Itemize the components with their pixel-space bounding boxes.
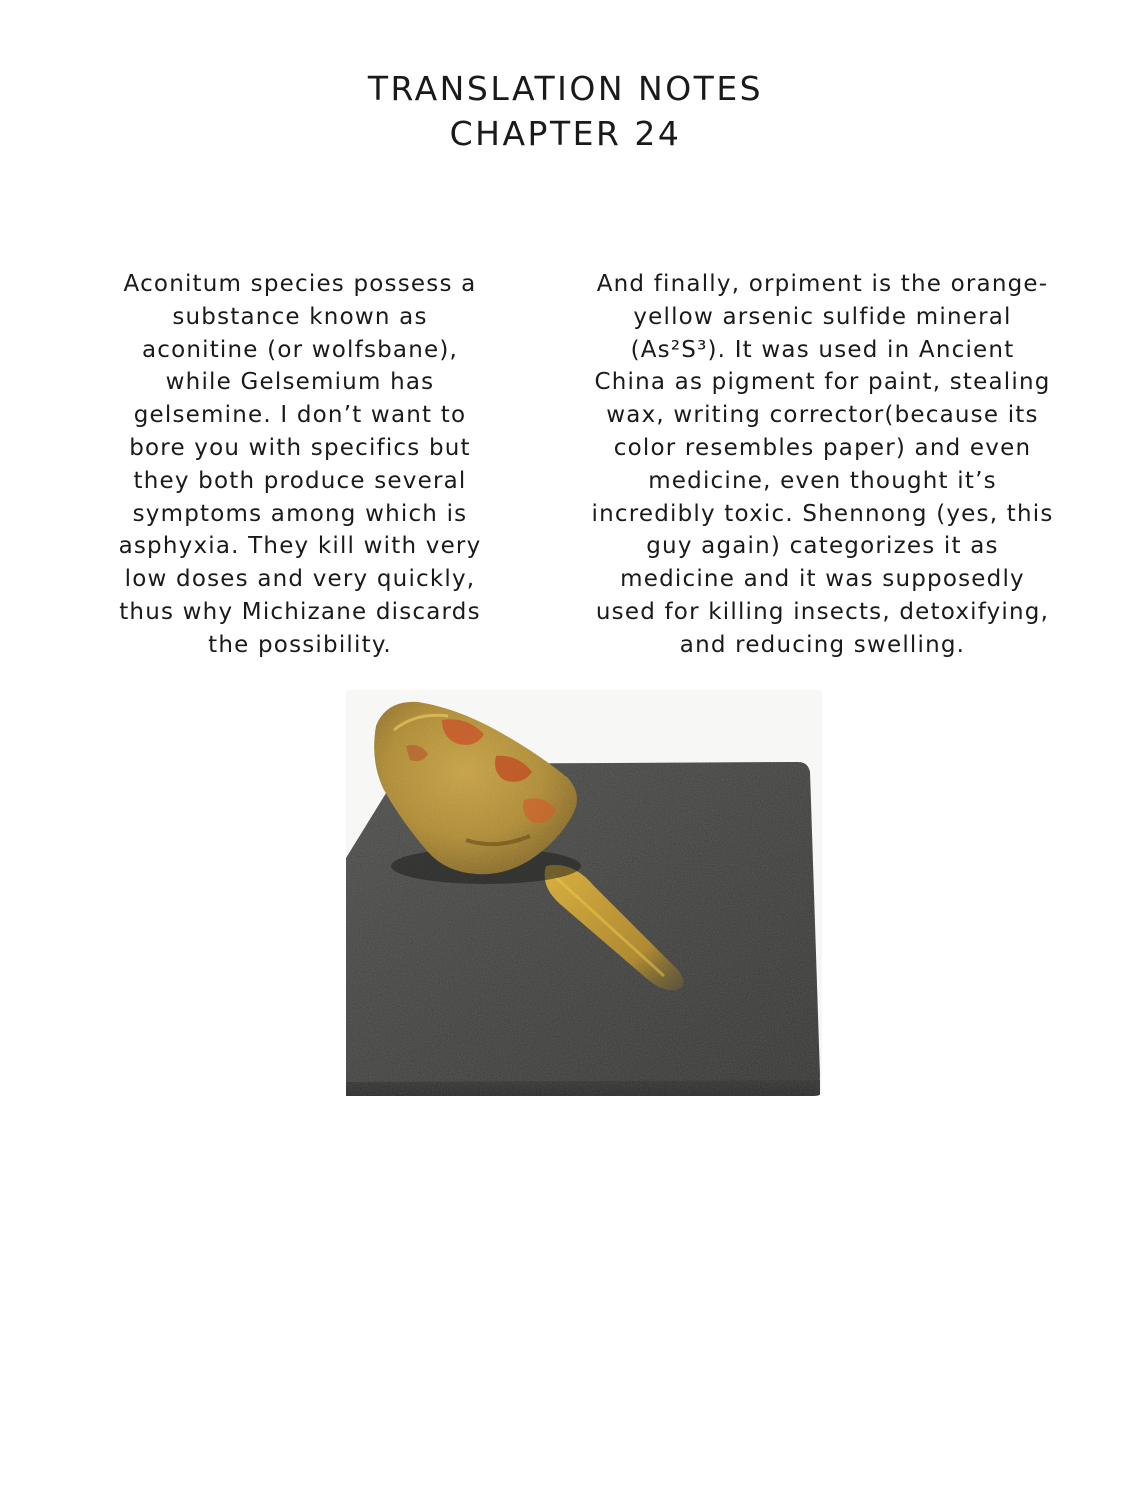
note-line: incredibly toxic. Shennong (yes, this [591,500,1054,527]
page-title [0,66,1131,156]
note-line: (As²S³). It was used in Ancient [630,336,1015,363]
note-line: Aconitum species possess a [123,271,477,297]
note-line: substance known as [172,303,428,330]
note-line: medicine and it was supposedly [620,566,1025,593]
note-orpiment [555,268,1090,662]
note-line: yellow arsenic sulfide mineral [633,303,1012,330]
note-line: wax, writing corrector(because its [606,402,1039,429]
note-line: low doses and very quickly, [124,566,476,593]
note-line: symptoms among which is [132,500,468,527]
note-line: thus why Michizane discards [119,598,481,625]
note-line: they both produce several [133,467,467,494]
note-line: medicine, even thought it’s [648,467,997,494]
note-line: the possibility. [208,631,392,658]
note-line: And finally, orpiment is the orange- [596,271,1049,297]
note-line: asphyxia. They kill with very [118,533,482,560]
note-line: China as pigment for paint, stealing [594,369,1051,396]
note-line: bore you with specifics but [129,434,471,461]
note-line: used for killing insects, detoxifying, [595,598,1050,625]
note-line: aconitine (or wolfsbane), [141,336,459,363]
note-aconitum-gelsemium [90,268,510,662]
title-line-2: CHAPTER 24 [449,114,682,153]
orpiment-mineral-icon [346,690,822,1096]
title-line-1: TRANSLATION NOTES [367,69,764,108]
orpiment-photo [346,690,822,1096]
note-line: while Gelsemium has [165,369,435,396]
note-line: guy again) categorizes it as [646,533,999,560]
note-line: gelsemine. I don’t want to [133,402,467,429]
note-line: and reducing swelling. [679,631,966,658]
note-line: color resembles paper) and even [613,434,1032,461]
